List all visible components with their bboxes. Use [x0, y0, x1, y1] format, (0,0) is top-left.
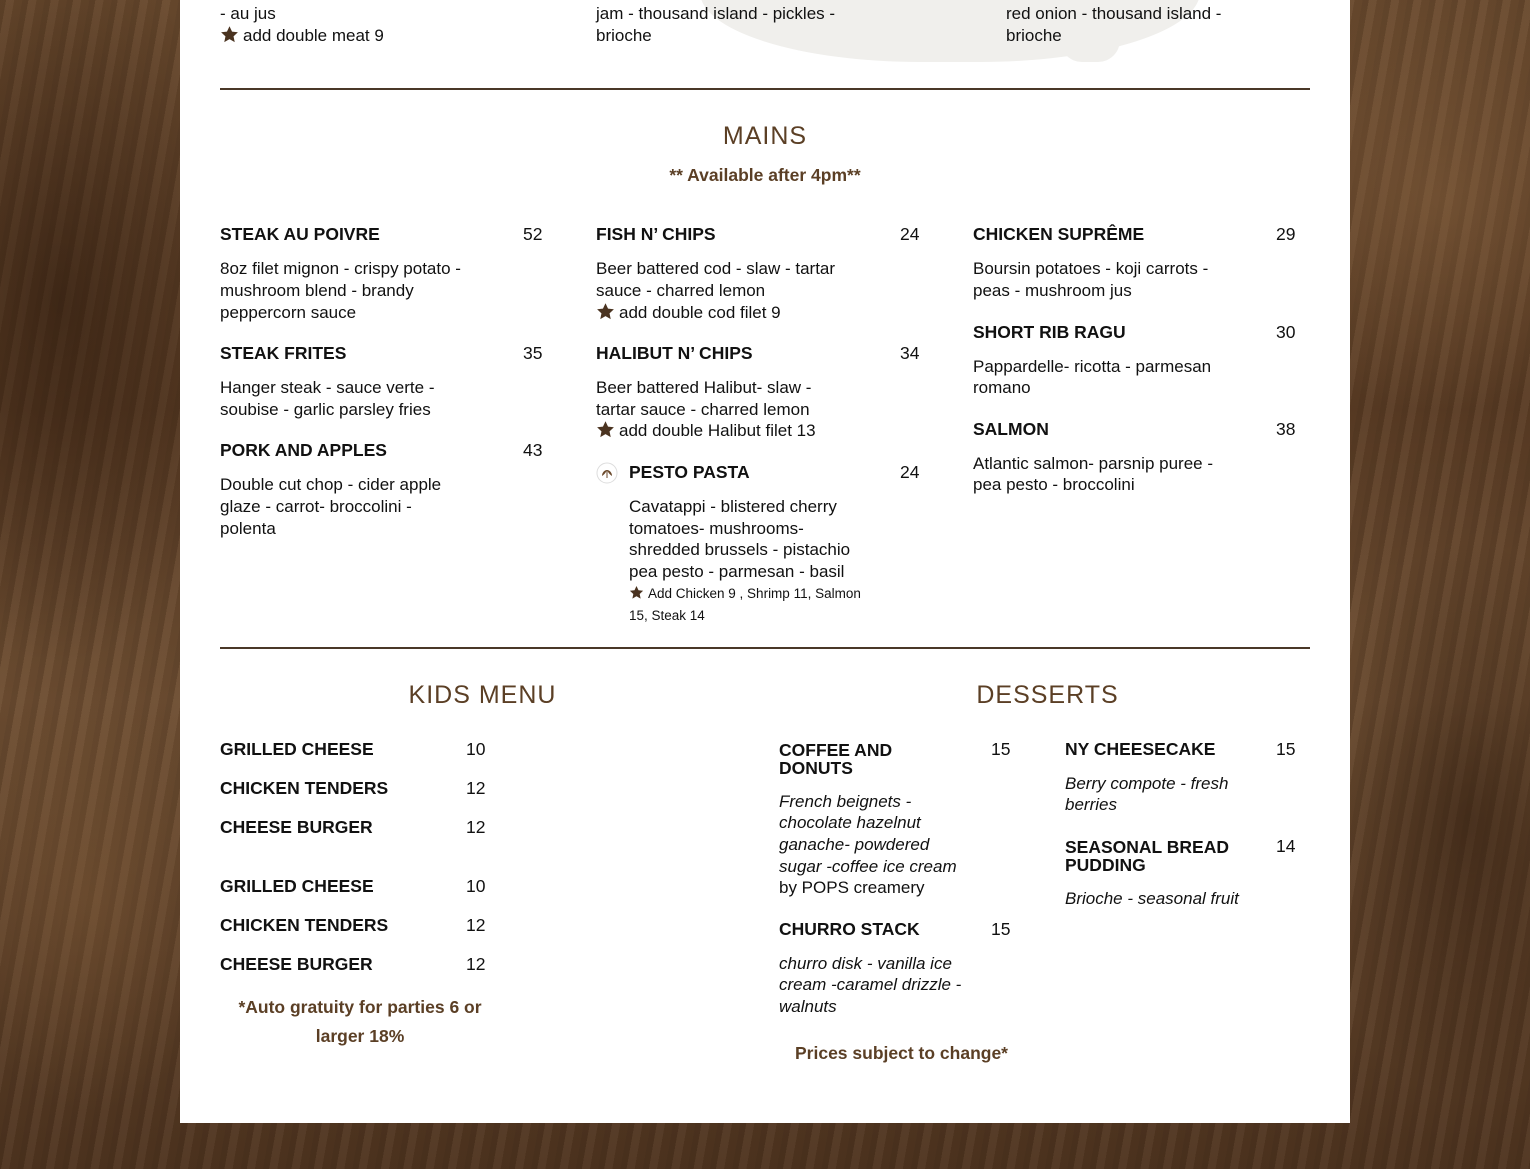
menu-item-name: SHORT RIB RAGU: [973, 322, 1126, 342]
gratuity-note-line1: *Auto gratuity for parties 6 or: [238, 997, 482, 1017]
menu-item-desc: Atlantic salmon- parsnip puree -: [973, 454, 1214, 473]
dessert-item-name: SEASONAL BREAD: [1065, 837, 1230, 857]
dessert-item-name: DONUTS: [779, 758, 853, 778]
top-item-desc: brioche: [596, 26, 652, 45]
dessert-item-price: 15: [1276, 739, 1296, 759]
menu-item-price: 34: [900, 343, 920, 363]
menu-item-desc: sauce - charred lemon: [596, 281, 766, 300]
menu-item-price: 43: [523, 440, 543, 460]
menu-item-desc: Cavatappi - blistered cherry: [629, 497, 837, 516]
dessert-item-desc: berries: [1065, 795, 1117, 814]
top-item-desc: red onion - thousand island -: [1006, 4, 1222, 23]
dessert-item-name: CHURRO STACK: [779, 919, 920, 939]
menu-page: [180, 0, 1350, 1123]
menu-item-name: PESTO PASTA: [629, 462, 750, 482]
mains-availability-note: ** Available after 4pm**: [669, 165, 861, 185]
dessert-item-desc: walnuts: [779, 997, 837, 1016]
menu-item-desc: Beer battered Halibut- slaw -: [596, 378, 812, 397]
menu-item-desc: Hanger steak - sauce verte -: [220, 378, 435, 397]
vegetarian-leaf-icon: [596, 462, 618, 484]
menu-item-desc: peas - mushroom jus: [973, 281, 1132, 300]
kids-item-price: 10: [466, 739, 486, 759]
star-icon: [220, 25, 239, 44]
menu-item-name: HALIBUT N’ CHIPS: [596, 343, 753, 363]
top-item-desc: jam - thousand island - pickles -: [596, 4, 836, 23]
kids-item-price: 12: [466, 778, 486, 798]
top-item-addon: add double meat 9: [220, 25, 384, 47]
dessert-item-name: PUDDING: [1065, 855, 1146, 875]
dessert-item-desc: French beignets -: [779, 792, 912, 811]
prices-subject-to-change-note: Prices subject to change*: [795, 1043, 1008, 1063]
dessert-item-price: 15: [991, 739, 1011, 759]
menu-item-desc: Pappardelle- ricotta - parmesan: [973, 357, 1212, 376]
decorative-logo-shape-tip: [1060, 40, 1120, 62]
kids-item-price: 12: [466, 954, 486, 974]
menu-item-name: STEAK AU POIVRE: [220, 224, 380, 244]
dessert-item-desc: sugar -coffee ice cream: [779, 857, 957, 876]
top-item-desc: - au jus: [220, 4, 276, 23]
menu-item-addon: add double cod filet 9: [596, 302, 781, 324]
mains-heading: MAINS: [722, 122, 808, 150]
menu-item-name: FISH N’ CHIPS: [596, 224, 716, 244]
dessert-item-desc: churro disk - vanilla ice: [779, 954, 952, 973]
menu-item-addon: Add Chicken 9 , Shrimp 11, Salmon: [629, 583, 861, 605]
dessert-item-desc: Brioche - seasonal fruit: [1065, 889, 1239, 908]
menu-item-desc: 8oz filet mignon - crispy potato -: [220, 259, 461, 278]
star-icon: [596, 302, 615, 321]
gratuity-note-line2: larger 18%: [315, 1026, 405, 1046]
dessert-item-desc: Berry compote - fresh: [1065, 774, 1229, 793]
kids-item-name: CHEESE BURGER: [220, 954, 373, 974]
section-divider: [220, 88, 1310, 90]
kids-item-name: CHEESE BURGER: [220, 817, 373, 837]
menu-item-price: 52: [523, 224, 543, 244]
kids-menu-heading: KIDS MENU: [408, 681, 557, 709]
kids-item-name: CHICKEN TENDERS: [220, 915, 389, 935]
menu-item-desc: tomatoes- mushrooms-: [629, 519, 804, 538]
dessert-item-desc: by POPS creamery: [779, 878, 925, 897]
kids-item-price: 10: [466, 876, 486, 896]
star-icon: [629, 585, 644, 600]
menu-item-addon: add double Halibut filet 13: [596, 420, 816, 442]
menu-item-desc: peppercorn sauce: [220, 303, 357, 322]
dessert-item-name: COFFEE AND: [779, 740, 893, 760]
menu-item-desc: Beer battered cod - slaw - tartar: [596, 259, 836, 278]
menu-item-desc: pea pesto - broccolini: [973, 475, 1135, 494]
menu-item-desc: tartar sauce - charred lemon: [596, 400, 810, 419]
menu-item-desc: shredded brussels - pistachio: [629, 540, 851, 559]
menu-item-addon: 15, Steak 14: [629, 608, 705, 623]
kids-item-price: 12: [466, 817, 486, 837]
menu-item-desc: glaze - carrot- broccolini -: [220, 497, 412, 516]
kids-item-name: GRILLED CHEESE: [220, 739, 374, 759]
menu-item-name: STEAK FRITES: [220, 343, 347, 363]
section-divider: [220, 647, 1310, 649]
dessert-item-price: 15: [991, 919, 1011, 939]
kids-item-name: GRILLED CHEESE: [220, 876, 374, 896]
dessert-item-price: 14: [1276, 836, 1296, 856]
dessert-item-desc: cream -caramel drizzle -: [779, 975, 962, 994]
menu-item-name: PORK AND APPLES: [220, 440, 387, 460]
menu-item-price: 24: [900, 462, 920, 482]
kids-item-price: 12: [466, 915, 486, 935]
menu-item-name: SALMON: [973, 419, 1049, 439]
menu-item-price: 24: [900, 224, 920, 244]
menu-item-price: 29: [1276, 224, 1296, 244]
dessert-item-desc: ganache- powdered: [779, 835, 930, 854]
desserts-heading: DESSERTS: [976, 681, 1119, 709]
menu-item-desc: Double cut chop - cider apple: [220, 475, 442, 494]
menu-item-desc: Boursin potatoes - koji carrots -: [973, 259, 1209, 278]
dessert-item-desc: chocolate hazelnut: [779, 813, 921, 832]
top-item-desc: brioche: [1006, 26, 1062, 45]
kids-item-name: CHICKEN TENDERS: [220, 778, 389, 798]
menu-item-desc: polenta: [220, 519, 276, 538]
menu-item-price: 38: [1276, 419, 1296, 439]
menu-item-price: 35: [523, 343, 543, 363]
menu-item-name: CHICKEN SUPRÊME: [973, 224, 1145, 244]
menu-item-desc: mushroom blend - brandy: [220, 281, 414, 300]
dessert-item-name: NY CHEESECAKE: [1065, 739, 1216, 759]
menu-item-desc: soubise - garlic parsley fries: [220, 400, 431, 419]
star-icon: [596, 420, 615, 439]
menu-item-price: 30: [1276, 322, 1296, 342]
menu-item-desc: romano: [973, 378, 1031, 397]
menu-item-desc: pea pesto - parmesan - basil: [629, 562, 845, 581]
